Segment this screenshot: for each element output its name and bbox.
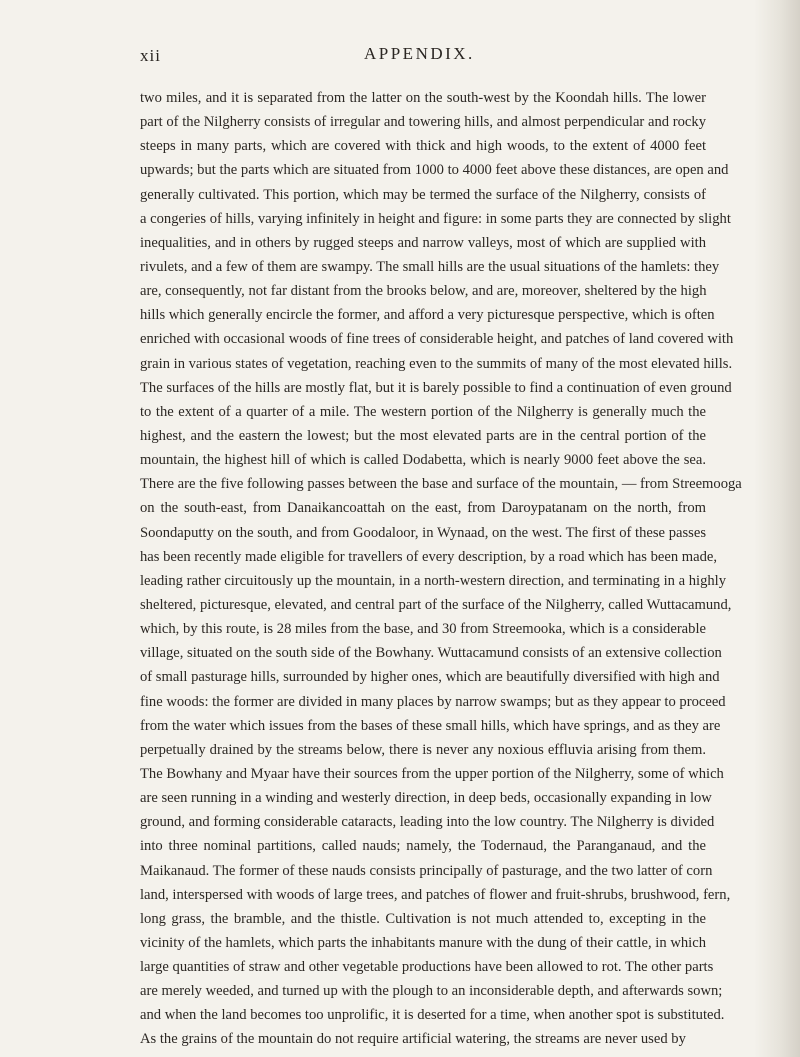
text-line: Soondaputty on the south, and from Goodaloor, in Wynaad, on the west. The first of these passes <box>140 524 706 541</box>
text-line: highest, and the eastern the lowest; but the most elevated parts are in the central portion of the <box>140 427 706 444</box>
text-line: part of the Nilgherry consists of irregular and towering hills, and almost perpendicular and rocky <box>140 114 706 131</box>
page-edge-shadow <box>754 0 800 1057</box>
text-line: vicinity of the hamlets, which parts the inhabitants manure with the dung of their cattle, in which <box>140 934 706 951</box>
text-line: fine woods: the former are divided in many places by narrow swamps; but as they appear to proceed <box>140 693 726 710</box>
text-line: which, by this route, is 28 miles from the base, and 30 from Streemooka, which is a considerable <box>140 621 706 638</box>
text-line: ground, and forming considerable cataracts, leading into the low country. The Nilgherry is divided <box>140 814 715 831</box>
text-line: leading rather circuitously up the mountain, in a north-western direction, and terminating in a highly <box>140 572 727 589</box>
text-line: long grass, the bramble, and the thistle. Cultivation is not much attended to, excepting in the <box>140 910 706 927</box>
text-line: inequalities, and in others by rugged steeps and narrow valleys, most of which are supplied with <box>140 234 706 251</box>
text-line: hills which generally encircle the former, and afford a very picturesque perspective, which is often <box>140 307 715 324</box>
text-line: of small pasturage hills, surrounded by higher ones, which are beautifully diversified with high and <box>140 669 720 686</box>
running-head: APPENDIX. <box>364 44 475 63</box>
text-line: from the water which issues from the bases of these small hills, which have springs, and as they are <box>140 717 721 734</box>
text-line: As the grains of the mountain do not require artificial watering, the streams are never used by <box>140 1031 686 1048</box>
text-line: The Bowhany and Myaar have their sources from the upper portion of the Nilgherry, some of which <box>140 765 724 782</box>
text-line: The surfaces of the hills are mostly flat, but it is barely possible to find a continuation of even ground <box>140 379 732 396</box>
text-line: two miles, and it is separated from the latter on the south-west by the Koondah hills. The lower <box>140 90 706 106</box>
text-line: village, situated on the south side of the Bowhany. Wuttacamund consists of an extensive collection <box>140 645 722 662</box>
text-line: into three nominal partitions, called nauds; namely, the Todernaud, the Paranganaud, and the <box>140 838 706 855</box>
body-text <box>140 86 742 1052</box>
text-line: mountain, the highest hill of which is called Dodabetta, which is nearly 9000 feet above the sea. <box>140 452 706 469</box>
text-line: are merely weeded, and turned up with the plough to an inconsiderable depth, and afterwards sown; <box>140 983 723 1000</box>
text-line: sheltered, picturesque, elevated, and central part of the surface of the Nilgherry, called Wuttacamund, <box>140 596 732 613</box>
text-line: steeps in many parts, which are covered with thick and high woods, to the extent of 4000 feet <box>140 138 706 155</box>
text-line: are seen running in a winding and westerly direction, in deep beds, occasionally expanding in low <box>140 790 712 807</box>
page-number: xii <box>140 46 161 65</box>
text-line: grain in various states of vegetation, reaching even to the summits of many of the most elevated hills. <box>140 355 733 372</box>
text-line: generally cultivated. This portion, which may be termed the surface of the Nilgherry, consists of <box>140 186 706 203</box>
page-header <box>0 44 800 74</box>
text-line: land, interspersed with woods of large trees, and patches of flower and fruit-shrubs, brushwood, fern, <box>140 886 731 903</box>
text-line: a congeries of hills, varying infinitely in height and figure: in some parts they are connected by slight <box>140 210 731 227</box>
text-line: and when the land becomes too unprolific, it is deserted for a time, when another spot is substituted. <box>140 1007 725 1024</box>
text-line: rivulets, and a few of them are swampy. The small hills are the usual situations of the hamlets: they <box>140 258 720 275</box>
text-line: are, consequently, not far distant from the brooks below, and are, moreover, sheltered by the high <box>140 283 707 300</box>
text-line: on the south-east, from Danaikancoattah on the east, from Daroypatanam on the north, from <box>140 500 706 517</box>
text-line: enriched with occasional woods of fine trees of considerable height, and patches of land covered with <box>140 331 734 348</box>
text-line: has been recently made eligible for travellers of every description, by a road which has been made, <box>140 548 718 565</box>
text-line: to the extent of a quarter of a mile. The western portion of the Nilgherry is generally much the <box>140 403 706 420</box>
text-line: upwards; but the parts which are situated from 1000 to 4000 feet above these distances, are open and <box>140 162 729 179</box>
text-line: Maikanaud. The former of these nauds consists principally of pasturage, and the two latter of corn <box>140 862 713 879</box>
text-line: large quantities of straw and other vegetable productions have been allowed to rot. The other parts <box>140 959 714 976</box>
text-line: There are the five following passes between the base and surface of the mountain, — from Streemooga <box>140 476 742 493</box>
text-line: perpetually drained by the streams below, there is never any noxious effluvia arising from them. <box>140 741 706 758</box>
